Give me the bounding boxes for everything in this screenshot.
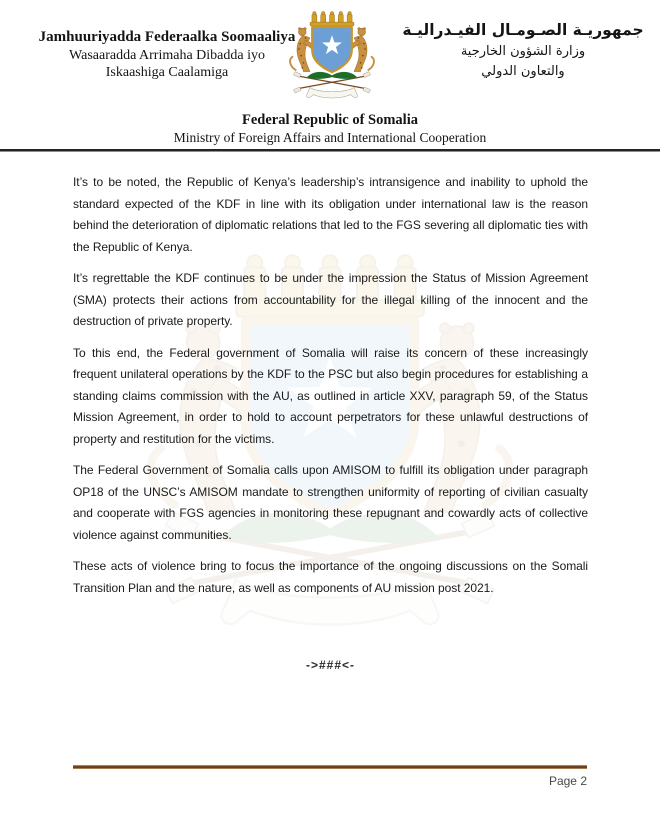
- paragraph-3: To this end, the Federal government of Somalia will raise its concern of these increasingly frequent unilateral operations by the KDF to the PSC but also begin procedures for establishing a standing claims commission with the AU, as outlined in article XXV, paragraph 59, of the Status Mission Agreement, in order to hold to account perpetrators for these unlawful destructions of property and restitution for the victims.: [73, 345, 588, 446]
- letter-body: [73, 172, 588, 677]
- footer-divider-rule: [73, 765, 587, 769]
- letterhead-arabic-block: [390, 18, 656, 82]
- somalia-coat-of-arms-icon: [277, 6, 387, 108]
- paragraph-2: It’s regrettable the KDF continues to be under the impression the Status of Mission Agreement (SMA) protects their actions from accountability for the illegal killing of the innocent and the destruction of private property.: [73, 271, 588, 328]
- paragraph-1: It’s to be noted, the Republic of Kenya’s leadership’s intransigence and inability to uphold the standard expected of the KDF in line with its obligation under international law is the reason behind the deterioration of diplomatic relations that led to the FGS severing all diplomatic ties with the Republic of Kenya.: [73, 175, 588, 254]
- somali-ministry-name-line3: Iskaashiga Caalamiga: [105, 65, 229, 80]
- page-number: Page 2: [548, 774, 587, 788]
- ministry-subtitle: Ministry of Foreign Affairs and International Cooperation: [173, 130, 487, 145]
- paragraph-5: These acts of violence bring to focus the importance of the ongoing discussions on the Somali Transition Plan and the nature, as well as components of AU mission post 2021.: [73, 559, 588, 595]
- paragraph-4: The Federal Government of Somalia calls upon AMISOM to fulfill its obligation under paragraph OP18 of the UNSC’s AMISOM mandate to strengthen uniformity of reporting of civilian casualty and cooperate with FGS agencies in monitoring these repugnant and cowardly acts of collective violence against communities.: [73, 463, 588, 542]
- somali-ministry-name-line1: Jamhuuriyadda Federaalka Soomaaliya: [38, 29, 296, 45]
- header-divider-rule: [0, 149, 660, 152]
- arabic-ministry-line2: والتعاون الدولي: [481, 64, 565, 79]
- letterhead-center-block: [0, 111, 660, 147]
- somali-ministry-name-line2: Wasaaradda Arrimaha Dibadda iyo: [69, 47, 265, 63]
- end-of-document-marker: ->###<-: [305, 658, 356, 672]
- arabic-country-name: جمهوريـة الصـومـال الفيـدراليـة: [402, 21, 644, 39]
- arabic-ministry-line1: وزارة الشؤون الخارجية: [460, 44, 586, 59]
- country-title: Federal Republic of Somalia: [241, 112, 418, 128]
- letterhead-somali-block: [14, 29, 320, 82]
